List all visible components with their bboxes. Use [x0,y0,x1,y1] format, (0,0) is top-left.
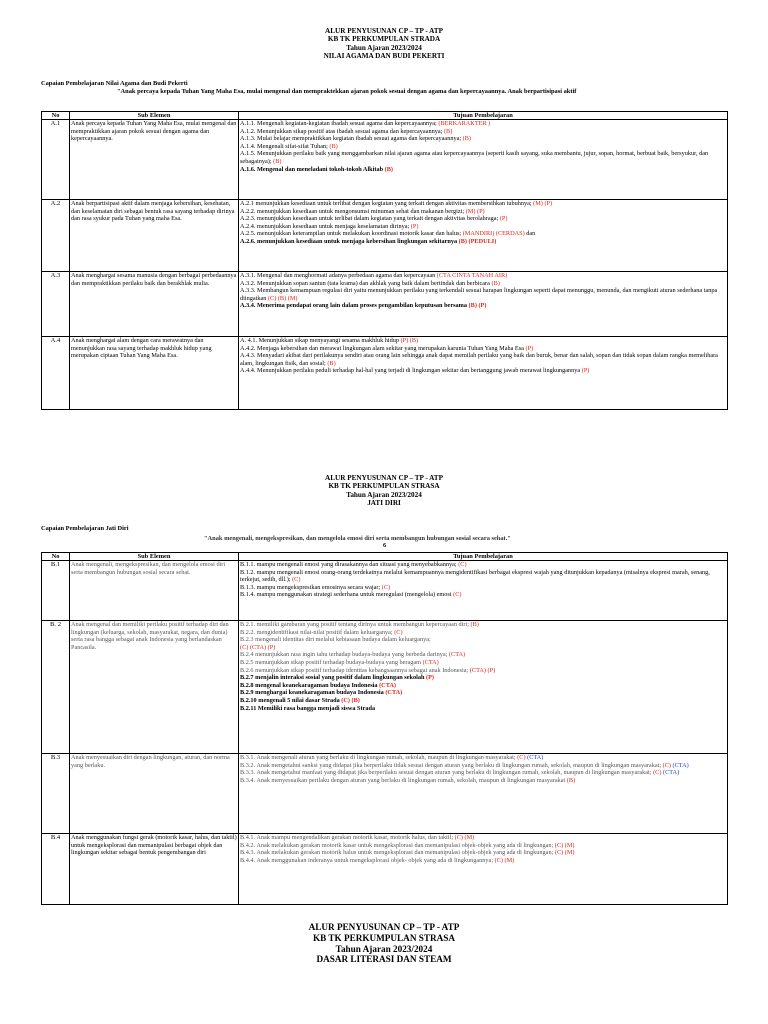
page-number: 6 [383,542,387,549]
objective-line [240,120,726,128]
objective-line [240,143,726,151]
objective-tag: (B) [273,157,282,165]
table-row [42,754,728,834]
objective-text: A.1.1. Mengenali kegiatan-kegiatan ibadah sesuai agama dan kepercayaannya; [240,120,439,127]
header-line: KB TK PERKUMPULAN STRADA [327,35,441,44]
table-row [42,120,728,200]
table-row [42,272,728,337]
row-sub-element: Anak menyesuaikan diri dengan lingkungan, aturan, dan norma yang berlaku. [70,754,239,834]
section2-header [0,474,768,508]
objective-text: B.2.11 Memiliki rasa bangga menjadi siswa Strada [240,704,376,712]
objective-line [240,337,726,345]
objective-tag: (B) [443,127,453,135]
row-tujuan [239,561,728,621]
row-tujuan [239,272,728,337]
objective-tag: (C) [458,561,467,568]
col-no: No [42,112,70,120]
objective-text: B.4.2. Anak melakukan gerakan motorik kasar untuk mengeksplorasi dan memanipulasi objek-objek yang ada di lingkungan; [240,841,555,849]
table-row [42,561,728,621]
objective-tag: (B) (P) [468,302,487,310]
objective-text: B.2.3 mengenali identitas diri melalui kebiasaan budaya dalam keluarganya; [240,636,431,644]
col-sub: Sub Elemen [70,112,239,120]
row-tujuan [239,120,728,200]
objective-tag: (C) (M) [454,834,475,841]
objective-text: A.1.4. Mengenali sifat-sifat Tuhan; [240,142,330,150]
objective-text: A.1.6. Mengenal dan meneladani tokoh-tokoh Alkitab [240,165,385,173]
objective-tag: (C) (M) [494,856,515,864]
objective-tag: (CTA) [672,761,689,769]
row-sub-element: Anak mengenal dan memiliki perilaku positif terhadap diri dan lingkungan (keluarga, sekolah, masyarakat, negara, dan dunia) serta rasa bangga sebagai anak Indonesia yang berlandaskan Pancasila. [70,621,239,754]
objective-tag: (P) [425,674,434,682]
section1-cap-label: Capaian Pembelajaran Nilai Agama dan Budi Pekerti [41,80,188,87]
objective-tag: (C) [394,628,403,636]
objective-text: B.2.2. mengidentifikasi nilai-nilai positif dalam keluarganya; [240,628,395,636]
objective-line [240,215,726,223]
col-tp: Tujuan Pembelajaran [239,553,728,561]
objective-line [240,208,726,216]
objective-line [240,674,726,682]
objective-text: B.2.10 mengenali 5 nilai dasar Strada [240,696,342,704]
objective-tag: (C) (B) (M) [267,294,298,302]
objective-line [240,367,726,375]
objective-text: B.3.2. Anak mengetahui sanksi yang didapat jika berperilaku tidak sesuai dengan aturan yang berlaku di lingkungan rumah, sekolah, maupun di lingkungan masyarakat; [240,761,663,769]
objective-line [240,230,726,238]
objective-text: A.1.5. Menunjukkan perilaku baik yang menggambarkan nilai ajaran agama atau kepercayaannya (seperti kasih sayang, suka membantu, jujur, sopan, hormat, berbuat baik, bersyukur, dan sebagainya); [240,150,709,165]
objective-tag: (B) (PEDULI) [458,237,497,245]
objective-line [240,238,726,246]
objective-line [240,857,726,865]
objective-tag: (CTA) [662,769,680,777]
objective-tag: (CTA) (P) [469,666,496,674]
objective-tag: (B) [462,135,471,143]
objective-line [240,150,726,165]
objective-text: A.4.2. Menjaga kebersihan dan merawat lingkungan alam sekitar yang merupakan karunia Tuhan Yang Maha Esa [240,344,526,352]
row-no: B. 2 [42,621,70,754]
section2-table [41,552,728,905]
objective-line [240,128,726,136]
objective-tag: (P) [499,215,508,223]
objective-tag: (BERKARAKTER ) [438,120,491,127]
objective-line [240,345,726,353]
table-row [42,337,728,410]
objective-tag: (CTA) [385,689,403,697]
objective-text: A.4.3. Menyadari akibat dari perilakunya sendiri atau orang lain sehingga anak dapat memilah perilaku yang baik dan buruk, benar dan salah, sopan dan tidak sopan dalam rangka memelihara alam, lingkungan fisik, dan sosial; [240,352,718,367]
objective-tag: (C) [381,583,391,591]
section1-table [41,111,728,410]
objective-text: A.3.2. Menunjukkan sopan santun (tata krama) dan akhlak yang baik dalam bertindak dan berbicara [240,279,492,287]
row-tujuan [239,200,728,272]
objective-text: B.3.3. Anak mengetahui manfaat yang didapat jika berperilaku sesuai dengan aturan yang berlaku di lingkungan rumah, sekolah, maupun di lingkungan masyarakat; [240,769,654,777]
objective-text: B.3.1. Anak mengenali aturan yang berlaku di lingkungan rumah, sekolah, maupun di lingkungan masyarakat; [240,754,518,761]
row-no: A.3 [42,272,70,337]
objective-tag: (C) [517,754,528,761]
header-line: DASAR LITERASI DAN STEAM [316,954,452,965]
objective-tag: (C) [292,576,301,584]
objective-tag: (CTA) [448,651,466,659]
objective-line [240,682,726,690]
objective-text: B.1.4. mampu menggunakan strategi sederhana untuk meregulasi (mengelola) emosi [240,591,454,599]
objective-tag: (M) (P) [533,200,553,207]
col-no: No [42,553,70,561]
objective-tag: (C) (M) [554,849,575,857]
header-line: Tahun Ajaran 2023/2024 [335,943,433,954]
row-no: B.3 [42,754,70,834]
objective-line [240,591,726,599]
objective-text: B.4.1. Anak mampu mengendalikan gerakan motorik kasar, motorik halus, dan taktil; [240,834,455,841]
objective-text: A.2.4. menunjukkan kesediaan untuk menjaga keselamatan dirinya; [240,222,411,230]
objective-text: A.2.2. menunjukkan kesediaan untuk mengonsumsi minuman sehat dan makanan bergizi; [240,207,466,215]
objective-text: A. 4.1. Menunjukkan sikap menyayangi sesama makhluk hidup [240,337,401,344]
section1-cap-text: "Anak percaya kepada Tuhan Yang Maha Esa, mulai mengenal dan mempraktekkan ajaran pokok sesuai dengan agama dan kepercayaannya. Anak berpartisipasi aktif [117,88,577,95]
objective-text: B.4.4. Anak menggunakan inderanya untuk mengeksplorasi objek- objek yang ada di lingkungannya; [240,856,495,864]
section2-cap-text: "Anak mengenali, mengekspresikan, dan mengelola emosi diri serta membangun hubungan sosial secara sehat." [204,535,511,542]
row-sub-element: Anak percaya kepada Tuhan Yang Maha Esa, mulai mengenal dan mempraktikkan ajaran pokok sesuai dengan agama dan kepercayaannya. [70,120,239,200]
objective-line [240,842,726,850]
objective-text: B.1.1. mampu mengenali emosi yang dirasakannya dan situasi yang menyebabkannya; [240,561,459,568]
objective-line [240,697,726,705]
header-line: ALUR PENYUSUNAN CP – TP - ATP [325,474,443,482]
objective-tag: (B) [491,279,500,287]
objective-tag: (P) [581,367,590,375]
objective-line [240,651,726,659]
objective-line [240,584,726,592]
col-tp: Tujuan Pembelajaran [239,112,728,120]
objective-line [240,280,726,288]
header-line: JATI DIRI [367,499,401,508]
objective-tag: (CTA) [422,658,439,666]
objective-text: B.3.4. Anak menyesuaikan perilaku dengan aturan yang berlaku di lingkungan rumah, sekolah, maupun di lingkungan masyarakat [240,776,567,784]
objective-tag: (C) [653,769,663,777]
objective-line [240,223,726,231]
row-tujuan [239,754,728,834]
row-no: A.2 [42,200,70,272]
row-no: B.1 [42,561,70,621]
row-sub-element: Anak menghargai alam dengan cara merawatnya dan menunjukkan rasa sayang terhadap makhluk hidup yang merupakan ciptaan Tuhan Yang Maha Esa. [70,337,239,410]
objective-tag: (M) (P) [465,207,485,215]
objective-line [240,287,726,302]
objective-line [240,561,726,569]
header-line: ALUR PENYUSUNAN CP – TP - ATP [325,27,443,35]
section2-cap-label: Capaian Pembelajaran Jati Diri [41,525,129,532]
objective-line [240,352,726,367]
objective-line [240,705,726,713]
objective-tag: (CTA) [379,681,396,689]
objective-line [240,849,726,857]
header-line: NILAI AGAMA DAN BUDI PEKERTI [323,52,445,61]
objective-text: B.1.2. mampu mengenali emosi orang-orang terdekatnya melalui kemampuannya mengidentifikasi berbagai ekspresi wajah yang ditunjukkan kepadanya (misalnya ekspresi marah, senang, terkejut, sedih, dll.); [240,568,710,584]
objective-line [240,667,726,675]
objective-text: B.2.5 menunjukkan sikap positif terhadap budaya-budaya yang beragam [240,658,423,666]
objective-tag: (B) [327,359,336,367]
row-no: A.1 [42,120,70,200]
objective-tag: (C) [662,761,673,769]
header-line: Tahun Ajaran 2023/2024 [346,490,422,499]
objective-text: B.2.6 menunjukkan sikap positif terhadap identitas kebangsaannya sebagai anak Indonesia; [240,666,470,674]
objective-line [240,302,726,310]
row-tujuan [239,337,728,410]
objective-text: A.4.4. Menunjukkan perilaku peduli terhadap hal-hal yang terjadi di lingkungan sekitar dan bertanggung jawab merawat lingkungannya [240,367,582,375]
objective-tag: (B) [329,142,338,150]
objective-tag: (CTA CINTA TANAH AIR) [436,272,508,279]
objective-line [240,659,726,667]
objective-line [240,629,726,637]
objective-tag: (C) (B) [341,696,360,704]
objective-line [240,272,726,280]
objective-line [240,569,726,584]
table-row [42,621,728,754]
objective-tag: (P) (B) [400,337,419,344]
objective-text: A.1.3. Mulai belajar mempraktikkan kegiatan ibadah sesuai agama dan kepercayaannya; [240,135,463,143]
objective-text: B.2.8 mengenal keanekaragaman budaya Indonesia [240,681,380,689]
row-sub-element: Anak mengenali, mengekspresikan, dan mengelola emosi diri serta membangun hubungan sosial secara sehat. [70,561,239,621]
header-line: KB TK PERKUMPULAN STRASA [313,932,455,943]
section3-header [0,922,768,965]
objective-text: A.2.1 menunjukkan kesediaan untuk terlibat dengan kegiatan yang terkait dengan aktivitas membersihkan tubuhnya; [240,200,534,207]
objective-line [240,166,726,174]
row-sub-element: Anak berpartisipasi aktif dalam menjaga kebersihan, kesehatan, dan keselamatan diri sebagai bentuk rasa sayang terhadap dirinya dan rasa syukur pada Tuhan yang maha Esa. [70,200,239,272]
row-tujuan [239,834,728,905]
objective-line [240,689,726,697]
table-row [42,200,728,272]
objective-text: B.2.9 menghargai keanekaragaman budaya Indonesia [240,689,386,697]
objective-text: A.2.6. menunjukkan kesediaan untuk menjaga kebersihan lingkungan sekitarnya [240,237,459,245]
col-sub: Sub Elemen [70,553,239,561]
objective-tag: (B) [470,621,479,628]
objective-line [240,834,726,842]
objective-tag: (C) (CTA) (P) [240,643,276,651]
objective-tag: (P) [410,222,419,230]
objective-tag: (MANDIRI) (CERDAS) [462,230,525,238]
objective-tag: (B) [566,776,576,784]
objective-text: B.4.3. Anak melakukan gerakan motorik halus untuk mengeksplorasi dan memanipulasi objek-objek yang ada di lingkungan; [240,849,555,857]
objective-text: A.2.5. menunjukkan keterampilan untuk melakukan koordinasi motorik kasar dan halus; [240,230,463,238]
objective-tag: (B) [384,165,393,173]
objective-text: A.1.2. Menunjukkan sikap positif atas ibadah sesuai agama dan kepercayaannya; [240,127,444,135]
objective-tag: (C) [453,591,462,599]
row-no: A.4 [42,337,70,410]
row-sub-element: Anak menghargai sesama manusia dengan berbagai perbedaannya dan mempraktikkan perilaku baik dan berakhlak mulia. [70,272,239,337]
objective-text: B.2.1. memiliki gambaran yang positif tentang dirinya untuk membangun kepercayaan diri; [240,621,471,628]
objective-line [240,621,726,629]
objective-tag: (CTA) [527,754,544,761]
objective-text: B.2.4 menunjukkan rasa ingin tahu terhadap budaya-budaya yang berbeda darinya; [240,651,449,659]
objective-text: A.3.3. Membangun kemampuan regulasi diri yaitu menunjukkan perilaku yang terkendali sesuai harapan lingkungan seperti dapat menunggu, menunda, dan mengikuti aturan sederhana tanpa diingatkan [240,287,718,302]
objective-tag: (P) [525,344,534,352]
objective-text: A.2.3. menunjukkan kesediaan untuk terlibat dalam kegiatan yang terkait dengan aktivitas berolahraga; [240,215,500,223]
objective-line [240,200,726,208]
objective-text: A.3.1. Mengenal dan menghormati adanya perbedaan agama dan kepercayaan [240,272,437,279]
row-sub-element: Anak menggunakan fungsi gerak (motorik kasar, halus, dan taktil) untuk mengeksplorasi dan memanipulasi berbagai objek dan lingkungan sekitar sebagai bentuk pengembangan diri [70,834,239,905]
objective-line [240,769,726,777]
objective-line [240,644,726,652]
objective-line [240,636,726,644]
header-line: KB TK PERKUMPULAN STRASA [328,482,440,491]
header-line: ALUR PENYUSUNAN CP – TP - ATP [308,922,460,932]
objective-line [240,135,726,143]
row-tujuan [239,621,728,754]
objective-text: B.1.3. mampu mengekspresikan emosinya secara wajar; [240,583,382,591]
header-line: Tahun Ajaran 2023/2024 [346,43,422,52]
objective-text: A.3.4. Menerima pendapat orang lain dalam proses pengambilan keputusan bersama [240,302,469,310]
section1-header [0,27,768,61]
objective-tag: (C) (M) [554,841,575,849]
objective-line [240,754,726,762]
row-no: B.4 [42,834,70,905]
objective-line [240,777,726,785]
objective-text: B.2.7 menjalin interaksi sosial yang positif dalam lingkungan sekolah [240,674,426,682]
table-row [42,834,728,905]
objective-text: dan [524,230,536,238]
objective-line [240,762,726,770]
